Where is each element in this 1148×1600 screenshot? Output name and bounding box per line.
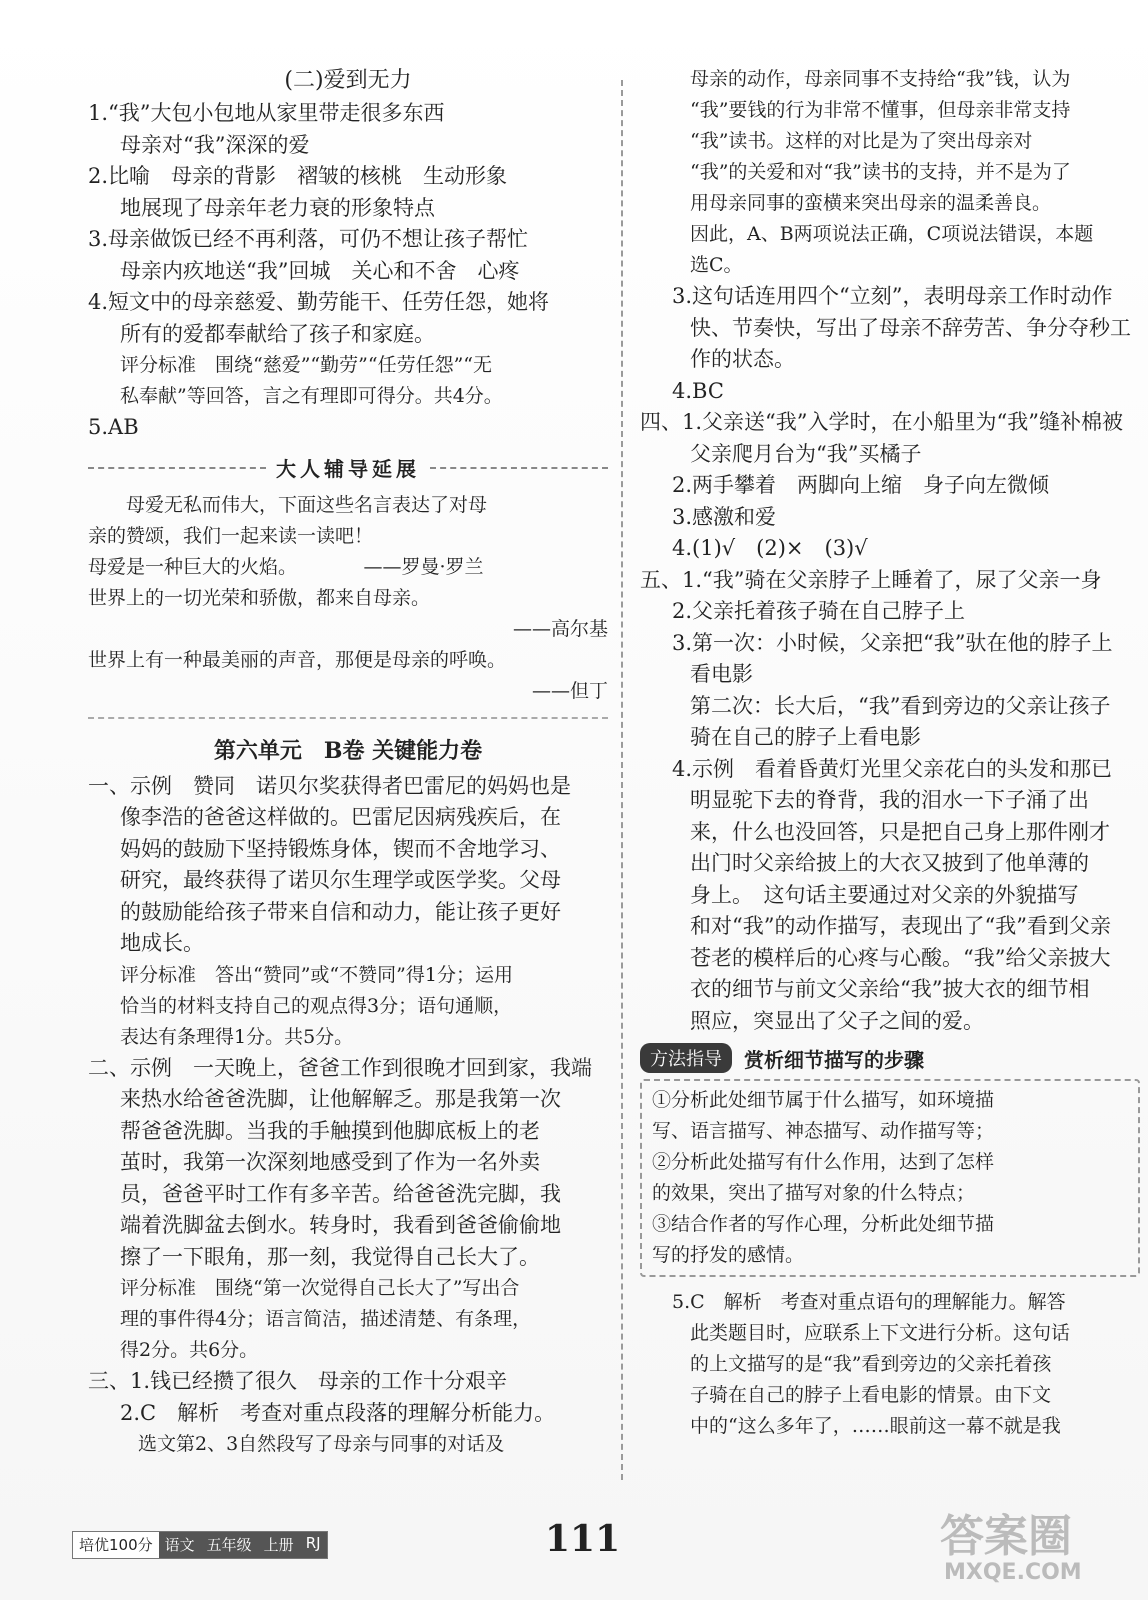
- answer-line: 帮爸爸洗脚。当我的手触摸到他脚底板上的老: [120, 1118, 540, 1143]
- answer-line: 的上文描写的是“我”看到旁边的父亲托着孩: [690, 1353, 1052, 1375]
- answer-line: 评分标准 围绕“慈爱”“勤劳”“任劳任怨”“无: [120, 354, 492, 376]
- answer-line: 快、节奏快，写出了母亲不辞劳苦、争分夺秒工: [690, 315, 1131, 340]
- answer-line: 照应，突显出了父子之间的爱。: [690, 1008, 984, 1033]
- quote-line: 亲的赞颂，我们一起来读一读吧！: [88, 524, 374, 547]
- unit-answers: [88, 771, 608, 1461]
- answer-line: 父亲爬月台为“我”买橘子: [690, 441, 922, 466]
- answer-line: 2.C 解析 考查对重点段落的理解分析能力。: [120, 1400, 556, 1425]
- answer-line: 此类题目时，应联系上下文进行分析。这句话: [690, 1322, 1071, 1344]
- answer-line: 选C。: [690, 254, 743, 276]
- page-number: 111: [545, 1518, 621, 1560]
- answer-line: 研究，最终获得了诺贝尔生理学或医学奖。父母: [120, 868, 561, 892]
- method-step: 写、语言描写、神态描写、动作描写等；: [652, 1120, 995, 1142]
- answer-line: 表达有条理得1分。共5分。: [120, 1025, 354, 1048]
- answer-line: 第二次：长大后，“我”看到旁边的父亲让孩子: [690, 693, 1111, 718]
- section-divider: [88, 717, 608, 719]
- answer-line: 1.“我”大包小包地从家里带走很多东西: [88, 101, 445, 125]
- answer-line: 五、1.“我”骑在父亲脖子上睡着了，尿了父亲一身: [640, 567, 1102, 592]
- answer-line: 私奉献”等回答，言之有理即可得分。共4分。: [120, 385, 503, 407]
- quote-line: 母爱无私而伟大，下面这些名言表达了对母: [88, 493, 488, 516]
- left-answers: [88, 98, 608, 444]
- extension-header: [88, 450, 608, 486]
- answer-line: 母亲的动作，母亲同事不支持给“我”钱，认为: [690, 68, 1071, 90]
- badge-edition: RJ: [300, 1532, 327, 1558]
- answer-line: 母亲内疚地送“我”回城 关心和不舍 心疼: [120, 258, 520, 283]
- answer-line: 3.这句话连用四个“立刻”，表明母亲工作时动作: [672, 284, 1113, 308]
- method-title: 赏析细节描写的步骤: [744, 1047, 924, 1072]
- answer-line: “我”读书。这样的对比是为了突出母亲对: [690, 130, 1033, 152]
- answer-line: 四、1.父亲送“我”入学时，在小船里为“我”缝补棉被: [640, 410, 1123, 434]
- badge-series: 培优100分: [73, 1532, 159, 1558]
- answer-line: 5.C 解析 考查对重点语句的理解能力。解答: [672, 1291, 1066, 1313]
- method-step: 的效果，突出了描写对象的什么特点；: [652, 1182, 976, 1204]
- answer-line: “我”的关爱和对“我”读书的支持，并不是为了: [690, 161, 1071, 183]
- answer-line: 选文第2、3自然段写了母亲与同事的对话及: [138, 1433, 505, 1455]
- dashed-rule: [430, 467, 608, 469]
- book-badge: [72, 1531, 328, 1559]
- answer-line: 看电影: [690, 662, 753, 686]
- quote-line: ——高尔基: [512, 617, 608, 640]
- method-step: ③结合作者的写作心理，分析此处细节描: [652, 1213, 995, 1235]
- extension-title: 大人辅导延展: [276, 457, 420, 481]
- column-divider: [621, 80, 623, 1480]
- answer-line: 妈妈的鼓励下坚持锻炼身体，锲而不舍地学习、: [120, 836, 561, 861]
- answer-line: 中的“这么多年了，……眼前这一幕不就是我: [690, 1415, 1061, 1437]
- answer-line: 3.第一次：小时候，父亲把“我”驮在他的脖子上: [672, 630, 1113, 655]
- answer-line: 来，什么也没回答，只是把自己身上那件刚才: [690, 819, 1110, 844]
- badge-volume: 上册: [258, 1532, 300, 1558]
- unit-title: 第六单元 B卷 关键能力卷: [213, 737, 483, 764]
- answer-line: 母亲对“我”深深的爱: [120, 132, 310, 157]
- answer-line: 子骑在自己的脖子上看电影的情景。由下文: [690, 1384, 1052, 1406]
- answer-line: 像李浩的爸爸这样做的。巴雷尼因病残疾后，在: [120, 805, 561, 829]
- quote-line: 世界上有一种最美丽的声音，那便是母亲的呼唤。: [88, 648, 507, 671]
- answer-line: 3.母亲做饭已经不再利落，可仍不想让孩子帮忙: [88, 227, 529, 251]
- answer-line: 4.短文中的母亲慈爱、勤劳能干、任劳任怨，她将: [88, 290, 550, 314]
- answer-line: 来热水给爸爸洗脚，让他解解乏。那是我第一次: [120, 1087, 561, 1111]
- answer-line: 2.比喻 母亲的背影 褶皱的核桃 生动形象: [88, 164, 508, 188]
- method-tag: 方法指导: [640, 1043, 732, 1073]
- answer-line: 一、示例 赞同 诺贝尔奖获得者巴雷尼的妈妈也是: [88, 773, 571, 798]
- watermark-url: MXQE.COM: [944, 1560, 1082, 1585]
- method-box: [640, 1079, 1140, 1277]
- answer-line: 恰当的材料支持自己的观点得3分；语句通顺，: [120, 994, 513, 1017]
- answer-line: 三、1.钱已经攒了很久 母亲的工作十分艰辛: [88, 1369, 508, 1393]
- method-step: 写的抒发的感情。: [652, 1244, 805, 1266]
- answer-line: 因此，A、B两项说法正确，C项说法错误，本题: [690, 223, 1094, 245]
- right-answers: [640, 64, 1140, 1037]
- right-column: [640, 64, 1140, 1442]
- answer-line: 出门时父亲给披上的大衣又披到了他单薄的: [690, 851, 1089, 875]
- answer-line: 骑在自己的脖子上看电影: [690, 725, 921, 749]
- quote-line: ——但丁: [531, 679, 608, 702]
- method-step: ②分析此处描写有什么作用，达到了怎样: [652, 1151, 995, 1173]
- answer-line: 3.感激和爱: [672, 504, 777, 529]
- answer-line: “我”要钱的行为非常不懂事，但母亲非常支持: [690, 99, 1071, 121]
- answer-line: 4.(1)√ (2)× (3)√: [672, 536, 868, 560]
- answer-line: 苍老的模样后的心疼与心酸。“我”给父亲披大: [690, 945, 1111, 970]
- answer-line: 端着洗脚盆去倒水。转身时，我看到爸爸偷偷地: [120, 1213, 561, 1237]
- watermark-logo: 答案圈: [940, 1511, 1072, 1562]
- answer-line: 2.父亲托着孩子骑在自己脖子上: [672, 599, 966, 623]
- answer-line: 4.BC: [672, 378, 724, 403]
- method-header: [640, 1043, 1140, 1073]
- answer-line: 员，爸爸平时工作有多辛苦。给爸爸洗完脚，我: [120, 1181, 561, 1206]
- quote-line: 母爱是一种巨大的火焰。 ——罗曼·罗兰: [88, 555, 484, 578]
- answer-line: 评分标准 围绕“第一次觉得自己长大了”写出合: [120, 1277, 520, 1299]
- answer-line: 理的事件得4分；语言简洁，描述清楚、有条理，: [120, 1308, 532, 1330]
- answer-line: 5.AB: [88, 415, 139, 439]
- answer-line: 得2分。共6分。: [120, 1339, 259, 1361]
- right-answers-cont: [640, 1287, 1140, 1442]
- answer-line: 擦了一下眼角，那一刻，我觉得自己长大了。: [120, 1244, 540, 1269]
- answer-line: 茧时，我第一次深刻地感受到了作为一名外卖: [120, 1150, 540, 1174]
- answer-line: 4.示例 看着昏黄灯光里父亲花白的头发和那已: [672, 756, 1113, 781]
- answer-line: 二、示例 一天晚上，爸爸工作到很晚才回到家，我端: [88, 1055, 592, 1080]
- answer-line: 2.两手攀着 两脚向上缩 身子向左微倾: [672, 473, 1050, 497]
- answer-line: 评分标准 答出“赞同”或“不赞同”得1分；运用: [120, 963, 513, 986]
- answer-line: 作的状态。: [690, 347, 795, 371]
- left-column: [88, 64, 608, 1460]
- answer-line: 衣的细节与前文父亲给“我”披大衣的细节相: [690, 977, 1090, 1001]
- quote-line: 世界上的一切光荣和骄傲，都来自母亲。: [88, 586, 431, 609]
- section-title: (二)爱到无力: [284, 68, 412, 93]
- badge-grade: 五年级: [201, 1532, 258, 1558]
- answer-line: 的鼓励能给孩子带来自信和动力，能让孩子更好: [120, 899, 561, 924]
- answer-line: 和对“我”的动作描写，表现出了“我”看到父亲: [690, 914, 1111, 938]
- badge-subject: 语文: [159, 1532, 201, 1558]
- extension-body: [88, 490, 608, 707]
- answer-line: 用母亲同事的蛮横来突出母亲的温柔善良。: [690, 192, 1052, 214]
- answer-line: 地成长。: [120, 931, 204, 955]
- answer-line: 身上。 这句话主要通过对父亲的外貌描写: [690, 882, 1079, 907]
- answer-line: 地展现了母亲年老力衰的形象特点: [120, 195, 435, 220]
- answer-line: 所有的爱都奉献给了孩子和家庭。: [120, 321, 435, 346]
- dashed-rule: [88, 467, 266, 469]
- answer-line: 明显驼下去的脊背，我的泪水一下子涌了出: [690, 788, 1089, 812]
- method-step: ①分析此处细节属于什么描写，如环境描: [652, 1089, 995, 1111]
